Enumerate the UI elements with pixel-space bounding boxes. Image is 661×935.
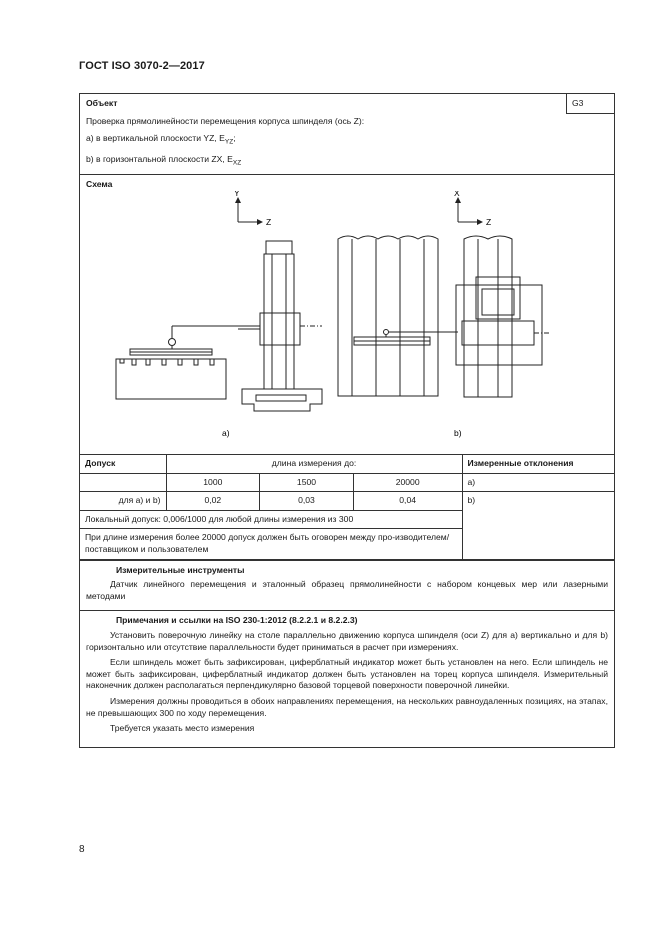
deviations-label: Измеренные отклонения	[462, 455, 614, 473]
length-1000: 1000	[166, 473, 260, 492]
tolerance-value-2: 0,03	[260, 492, 354, 511]
diagram-a-caption: a)	[222, 428, 230, 438]
diagram-a-machine	[116, 241, 322, 411]
object-item-b: b) в горизонтальной плоскости ZX, $E_{XZ}$	[86, 153, 242, 167]
notes-paragraph: Требуется указать место измерения	[110, 723, 255, 734]
tolerance-value-1: 0,02	[166, 492, 260, 511]
object-section	[80, 94, 614, 175]
notes-paragraph: Если шпиндель может быть зафиксирован, циферблатный индикатор может быть установлен на него. Если шпиндель не может быть зафиксирован, циферблатный индикатор должен быть установлен на торец корпуса шпинделя. Измерительный наконечник должен располагаться перпендикулярно базовой торцевой поверхности поверочной линейки.	[86, 657, 608, 691]
instruments-section	[80, 561, 614, 612]
local-tolerance: Локальный допуск: 0,006/1000 для любой длины измерения из 300	[80, 510, 462, 529]
diagram-a-axis-y: Y	[234, 191, 240, 198]
object-description: Проверка прямолинейности перемещения корпуса шпинделя (ось Z):	[86, 115, 365, 126]
length-20000: 20000	[353, 473, 462, 492]
object-label: Объект	[86, 98, 118, 108]
diagram-b-axis-z: Z	[486, 217, 492, 227]
test-sheet-table	[79, 93, 615, 748]
tolerance-empty-cell	[80, 473, 166, 492]
long-measure-note: При длине измерения более 20000 допуск должен быть оговорен между про-изводителем/ поставщиком и пользователем	[80, 529, 462, 559]
diagram-b-axes	[458, 198, 482, 222]
tolerance-row-label: для a) и b)	[80, 492, 166, 511]
measure-length-header: длина измерения до:	[166, 455, 462, 473]
diagram-a-axis-z: Z	[266, 217, 272, 227]
tolerance-section	[80, 455, 614, 561]
instruments-text: Датчик линейного перемещения и эталонный образец прямолинейности с набором концевых мер или лазерными методами	[86, 579, 608, 601]
diagram-b-axis-x: X	[454, 191, 460, 198]
tolerance-table	[80, 455, 614, 560]
page-number: 8	[79, 844, 85, 855]
scheme-section	[80, 175, 614, 455]
deviation-b: b)	[462, 492, 614, 559]
test-code: G3	[566, 94, 614, 114]
scheme-label: Схема	[86, 179, 113, 189]
diagram-b-caption: b)	[454, 428, 462, 438]
diagram-b-machine	[338, 236, 550, 397]
tolerance-value-3: 0,04	[353, 492, 462, 511]
notes-paragraph: Установить поверочную линейку на столе параллельно движению корпуса шпинделя (оси Z) для a) вертикально и для b) горизонтально или отсутствие параллельности будет приниматься в расчет при измерениях.	[86, 629, 608, 652]
document-header: ГОСТ ISO 3070-2—2017	[79, 60, 205, 72]
diagram-a-axes	[238, 198, 262, 222]
notes-label: Примечания и ссылки на ISO 230-1:2012 (8.2.2.1 и 8.2.2.3)	[116, 615, 358, 626]
object-item-a: a) в вертикальной плоскости YZ, $E_{YZ}$;	[86, 133, 236, 146]
deviation-a: a)	[462, 473, 614, 492]
tolerance-label: Допуск	[80, 455, 166, 473]
length-1500: 1500	[260, 473, 354, 492]
instruments-label: Измерительные инструменты	[116, 564, 245, 575]
scheme-diagram	[86, 191, 610, 453]
notes-paragraph: Измерения должны проводиться в обоих направлениях перемещения, на нескольких равноудаленных позициях, на этапах, не превышающих 300 по ходу перемещения.	[86, 695, 608, 718]
notes-section	[80, 611, 614, 746]
